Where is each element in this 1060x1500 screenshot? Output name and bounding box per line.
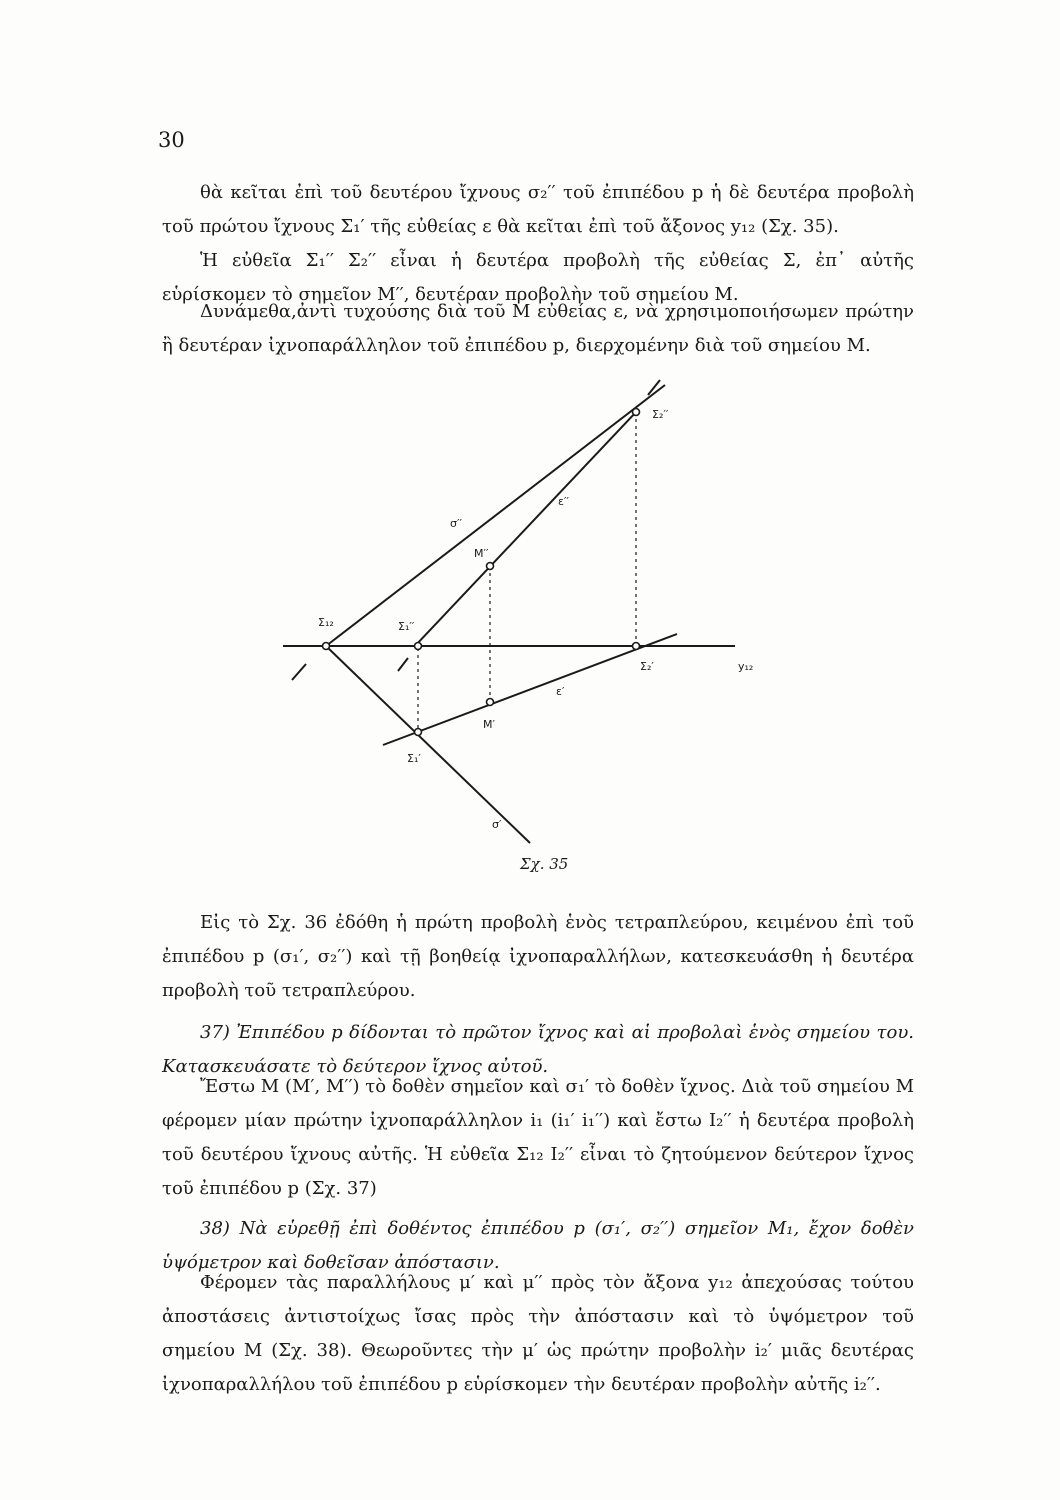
label-e-double: ε′′ [558,495,569,508]
line-e-single [383,634,677,745]
point-sigma1-single [415,729,422,736]
paragraph-1: θὰ κεῖται ἐπὶ τοῦ δευτέρου ἴχνους σ₂′′ τοῦ ἐπιπέδου p ἡ δὲ δευτέρα προβολὴ τοῦ πρώτου ἴχνους Σ₁′ τῆς εὐθείας ε θὰ κεῖται ἐπὶ τοῦ ἄξονος y₁₂ (Σχ. 35). [162,182,914,237]
label-sigma2-single: Σ₂′ [640,660,654,673]
point-M-single [487,699,494,706]
tick-sigma12 [292,664,306,680]
label-y12: y₁₂ [738,660,754,673]
label-sigma12: Σ₁₂ [318,616,334,629]
trace-sigma-single [326,646,530,843]
paragraph-2: Ἡ εὐθεῖα Σ₁′′ Σ₂′′ εἶναι ἡ δευτέρα προβολὴ τῆς εὐθείας Σ, ἐπ᾽ αὐτῆς εὑρίσκομεν τὸ σημεῖον M′′, δευτέραν προβολὴν τοῦ σημείου M. [162,250,914,305]
paragraph-6: Ἔστω M (M′, M′′) τὸ δοθὲν σημεῖον καὶ σ₁′ τὸ δοθὲν ἴχνος. Διὰ τοῦ σημείου M φέρομεν μίαν πρώτην ἰχνοπαράλληλον i₁ (i₁′ i₁′′) καὶ ἔστω I₂′′ ἡ δευτέρα προβολὴ τοῦ δευτέρου ἴχνους αὐτῆς. Ἡ εὐθεῖα Σ₁₂ I₂′′ εἶναι τὸ ζητούμενον δεύτερον ἴχνος τοῦ ἐπιπέδου p (Σχ. 37) [162,1076,914,1199]
figure-caption: Σχ. 35 [520,855,569,873]
label-sigma2-double: Σ₂′′ [652,408,669,421]
label-sigma1-single: Σ₁′ [407,752,421,765]
line-e-double [415,412,636,646]
paragraph-5-heading: 37) Ἐπιπέδου p δίδονται τὸ πρῶτον ἴχνος καὶ αἱ προβολαὶ ἑνὸς σημείου του. Κατασκευάσατε τὸ δεύτερον ἴχνος αὐτοῦ. [162,1022,914,1077]
label-e-single: ε′ [556,685,565,698]
trace-sigma-double [326,385,665,646]
point-sigma2-double [633,409,640,416]
paragraph-7-heading: 38) Νὰ εὑρεθῇ ἐπὶ δοθέντος ἐπιπέδου p (σ₁′, σ₂′′) σημεῖον M₁, ἔχον δοθὲν ὑψόμετρον καὶ δοθεῖσαν ἀπόστασιν. [162,1218,914,1273]
label-sigma-double: σ′′ [450,517,462,530]
tick-sigma1-double [398,658,408,671]
label-sigma-single: σ′ [492,818,502,831]
page-number: 30 [158,128,185,152]
label-M-single: M′ [483,718,495,731]
label-M-double: M′′ [474,547,489,560]
point-sigma1-double [415,643,422,650]
paragraph-8: Φέρομεν τὰς παραλλήλους μ′ καὶ μ′′ πρὸς τὸν ἄξονα y₁₂ ἀπεχούσας τούτου ἀποστάσεις ἀντιστοίχως ἴσας πρὸς τὴν ἀπόστασιν καὶ τὸ ὑψόμετρον τοῦ σημείου M (Σχ. 38). Θεωροῦντες τὴν μ′ ὡς πρώτην προβολὴν i₂′ μιᾶς δευτέρας ἰχνοπαραλλήλου τοῦ ἐπιπέδου p εὑρίσκομεν τὴν δευτέραν προβολὴν αὐτῆς i₂′′. [162,1272,914,1395]
point-sigma12 [323,643,330,650]
label-sigma1-double: Σ₁′′ [398,620,415,633]
paragraph-4: Εἰς τὸ Σχ. 36 ἐδόθη ἡ πρώτη προβολὴ ἑνὸς τετραπλεύρου, κειμένου ἐπὶ τοῦ ἐπιπέδου p (σ₁′, σ₂′′) καὶ τῇ βοηθείᾳ ἰχνοπαραλλήλων, κατεσκευάσθη ἡ δευτέρα προβολὴ τοῦ τετραπλεύρου. [162,912,914,1001]
paragraph-3: Δυνάμεθα,ἀντὶ τυχούσης διὰ τοῦ M εὐθείας ε, νὰ χρησιμοποιήσωμεν πρώτην ἢ δευτέραν ἰχνοπαράλληλον τοῦ ἐπιπέδου p, διερχομένην διὰ τοῦ σημείου M. [162,301,914,356]
point-M-double [487,563,494,570]
point-sigma2-single [633,643,640,650]
